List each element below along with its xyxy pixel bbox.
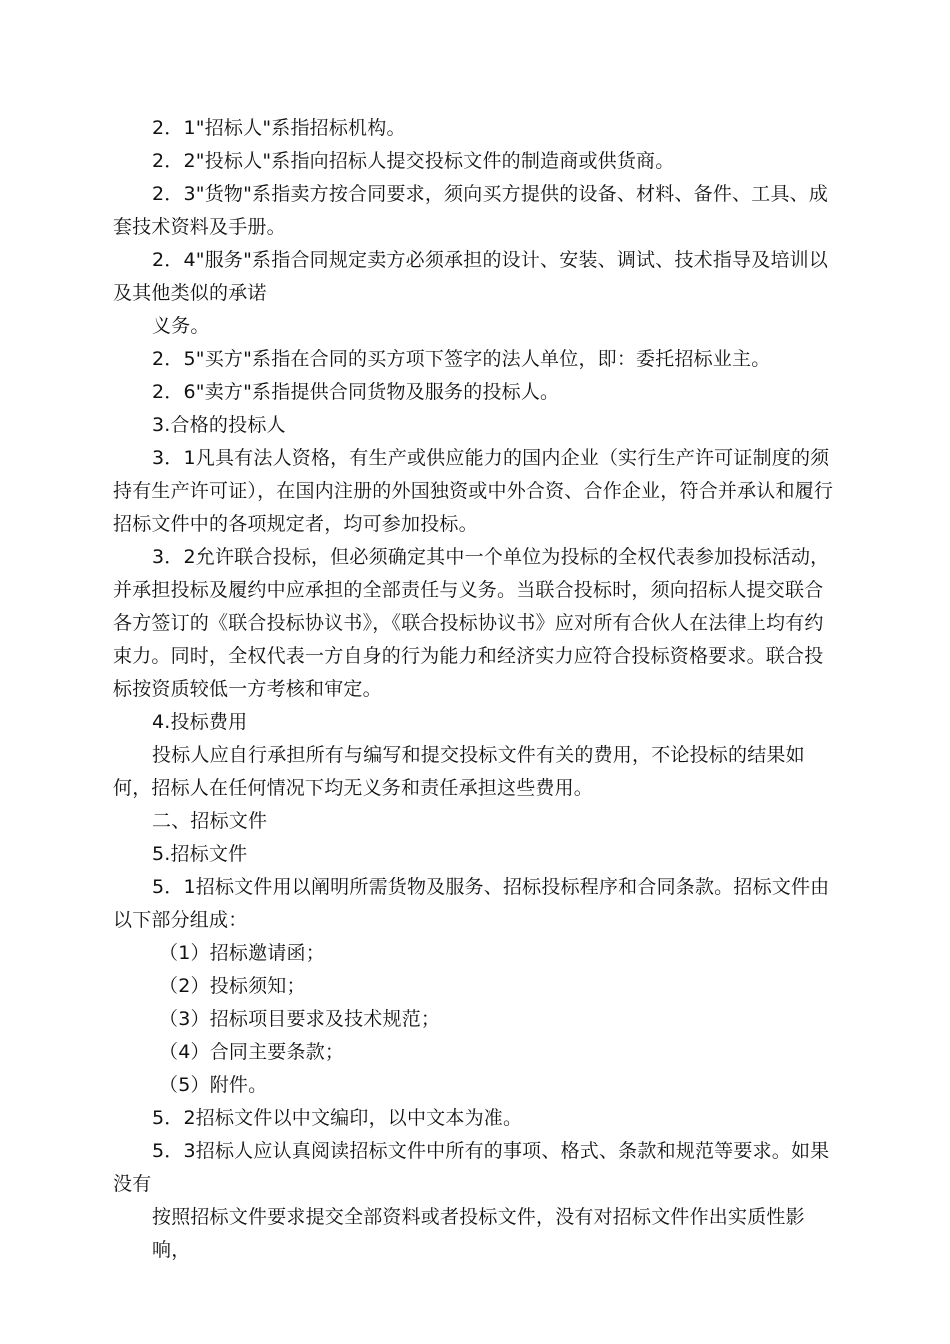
clause-2-4: 2．4"服务"系指合同规定卖方必须承担的设计、安装、调试、技术指导及培训以及其他类似的承诺: [113, 249, 829, 304]
section-heading-4: 4.投标费用: [152, 711, 248, 733]
clause-5-1: 5．1招标文件用以阐明所需货物及服务、招标投标程序和合同条款。招标文件由以下部分组成：: [113, 876, 830, 931]
list-item: （5）附件。: [159, 1074, 268, 1096]
clause-2-5: 2．5"买方"系指在合同的买方项下签字的法人单位，即：委托招标业主。: [152, 348, 771, 370]
clause-4-text: 投标人应自行承担所有与编写和提交投标文件有关的费用，不论投标的结果如何，招标人在任何情况下均无义务和责任承担这些费用。: [113, 744, 805, 799]
clause-2-4-continuation: 义务。: [152, 315, 210, 337]
clause-2-6: 2．6"卖方"系指提供合同货物及服务的投标人。: [152, 381, 560, 403]
document-body: [113, 112, 835, 1267]
clause-3-2: 3．2允许联合投标，但必须确定其中一个单位为投标的全权代表参加投标活动，并承担投标及履约中应承担的全部责任与义务。当联合投标时，须向招标人提交联合各方签订的《联合投标协议书》，《联合投标协议书》应对所有合伙人在法律上均有约束力。同时，全权代表一方自身的行为能力和经济实力应符合投标资格要求。联合投标按资质较低一方考核和审定。: [113, 546, 830, 700]
list-item: （4）合同主要条款；: [159, 1041, 345, 1063]
clause-2-2: 2．2"投标人"系指向招标人提交投标文件的制造商或供货商。: [152, 150, 675, 172]
clause-5-2: 5．2招标文件以中文编印，以中文本为准。: [152, 1107, 523, 1129]
clause-2-1: 2．1"招标人"系指招标机构。: [152, 117, 406, 139]
section-heading-5: 5.招标文件: [152, 843, 248, 865]
chapter-heading-2: 二、招标文件: [152, 810, 268, 832]
clause-5-3-continuation: 按照招标文件要求提交全部资料或者投标文件，没有对招标文件作出实质性影响，: [152, 1206, 805, 1261]
list-item: （1）招标邀请函；: [159, 942, 325, 964]
section-heading-3: 3.合格的投标人: [152, 414, 286, 436]
clause-5-3: 5．3招标人应认真阅读招标文件中所有的事项、格式、条款和规范等要求。如果没有: [113, 1140, 830, 1195]
list-item: （2）投标须知；: [159, 975, 306, 997]
clause-2-3: 2．3"货物"系指卖方按合同要求，须向买方提供的设备、材料、备件、工具、成套技术资料及手册。: [113, 183, 829, 238]
clause-3-1: 3．1凡具有法人资格，有生产或供应能力的国内企业（实行生产许可证制度的须持有生产许可证），在国内注册的外国独资或中外合资、合作企业，符合并承认和履行招标文件中的各项规定者，均可参加投标。: [113, 447, 834, 535]
list-item: （3）招标项目要求及技术规范；: [159, 1008, 441, 1030]
